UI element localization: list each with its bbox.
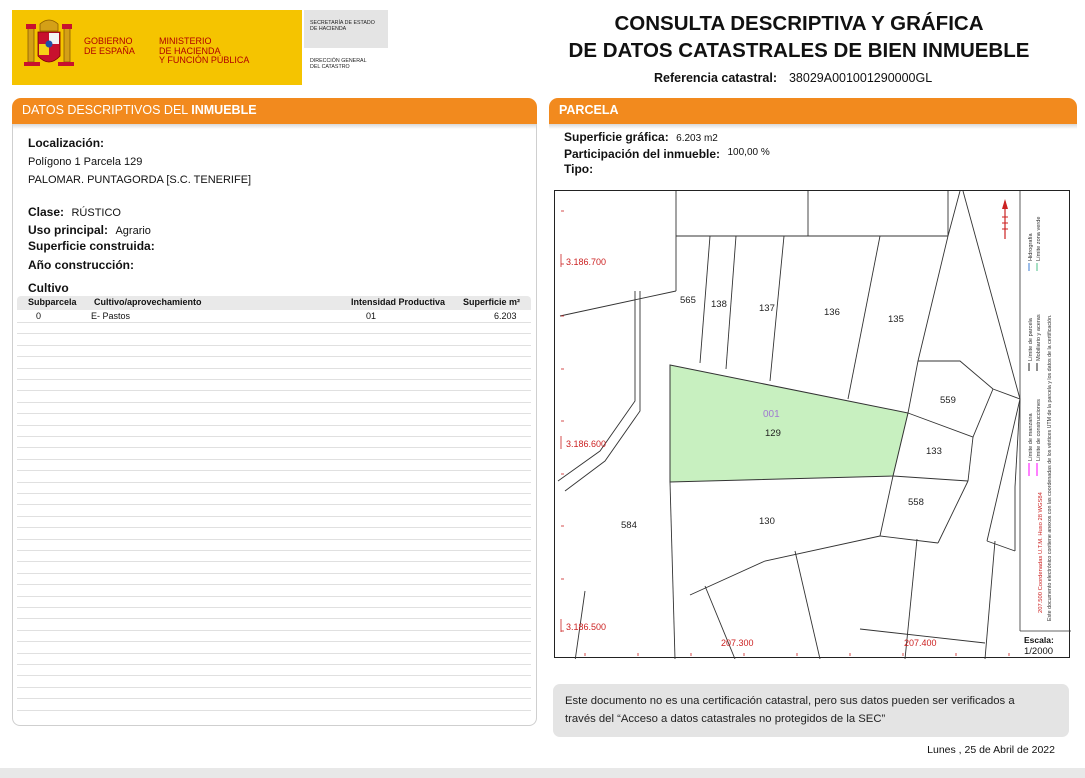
- table-rule: [17, 573, 531, 574]
- document-date: Lunes , 25 de Abril de 2022: [927, 744, 1055, 756]
- parcel-number: 137: [759, 303, 775, 314]
- localizacion-line-2: PALOMAR. PUNTAGORDA [S.C. TENERIFE]: [28, 174, 252, 186]
- map-legend: [1028, 217, 1053, 621]
- uso-value: Agrario: [115, 225, 151, 237]
- localizacion-line-1: Polígono 1 Parcela 129: [28, 156, 143, 168]
- table-rule: [17, 698, 531, 699]
- ministerio-line-2: DE HACIENDA: [159, 45, 221, 56]
- note-line-2: través del “Acceso a datos catastrales no protegidos de la SEC”: [565, 712, 886, 725]
- anio-construccion-label: Año construcción:: [28, 258, 135, 272]
- table-rule: [17, 379, 531, 380]
- superficie-construida-label: Superficie construida:: [28, 239, 155, 253]
- parcel-number: 133: [926, 446, 942, 457]
- gobierno-label: [84, 37, 135, 56]
- legend-coordinates: 207.500 Coordenadas U.T.M. Huso 28 WGS84: [1038, 492, 1044, 613]
- parcel-number: 584: [621, 520, 637, 531]
- parcela-header: [549, 98, 1077, 129]
- section-title-prefix: DATOS DESCRIPTIVOS DEL: [22, 103, 192, 117]
- table-rule: [17, 584, 531, 585]
- gobierno-line-2: DE ESPAÑA: [84, 45, 135, 56]
- table-rule: [17, 345, 531, 346]
- north-arrow-icon: [1002, 199, 1008, 239]
- title-line-2: DE DATOS CATASTRALES DE BIEN INMUEBLE: [568, 39, 1030, 62]
- table-rule: [17, 504, 531, 505]
- parcel-number: 135: [888, 314, 904, 325]
- tipo-label: Tipo:: [564, 162, 594, 176]
- cell-superficie: 6.203: [494, 311, 517, 321]
- participacion-row: [564, 145, 770, 163]
- table-rule: [17, 664, 531, 665]
- table-rule: [17, 607, 531, 608]
- legend-item: Límite zona verde: [1036, 216, 1042, 261]
- x-coord-label-2: 207.400: [904, 638, 937, 648]
- parcel-map[interactable]: [554, 190, 1070, 658]
- table-rule: [17, 641, 531, 642]
- direccion-label: [310, 58, 367, 70]
- parcel-map-svg: [555, 191, 1071, 659]
- parcel-number: 559: [940, 395, 956, 406]
- secretaria-line-2: DE HACIENDA: [310, 26, 347, 32]
- ref-value: 38029A001001290000GL: [788, 71, 933, 85]
- legend-item: Límite de parcela: [1028, 318, 1034, 361]
- table-rule: [17, 618, 531, 619]
- col-subparcela: Subparcela: [28, 297, 77, 307]
- ministerio-line-3: Y FUNCIÓN PÚBLICA: [159, 55, 250, 65]
- table-rule: [17, 493, 531, 494]
- parcel-number: 558: [908, 497, 924, 508]
- direccion-line-1: DIRECCIÓN GENERAL: [310, 58, 367, 64]
- participacion-value: 100,00 %: [727, 147, 770, 158]
- secretaria-line-1: SECRETARÍA DE ESTADO: [310, 20, 375, 26]
- clase-value: RÚSTICO: [71, 207, 121, 219]
- datos-descriptivos-title: [12, 98, 537, 124]
- bottom-bar: [0, 768, 1085, 778]
- table-rule: [17, 390, 531, 391]
- escala-value: 1/2000: [1024, 646, 1054, 657]
- table-rule: [17, 459, 531, 460]
- y-coord-label-2: 3.186.600: [566, 439, 607, 449]
- escala-label: Escala:: [1024, 635, 1054, 645]
- parcel-number: 130: [759, 516, 775, 527]
- table-rule: [17, 368, 531, 369]
- table-rule: [17, 596, 531, 597]
- clase-label: Clase:: [28, 205, 65, 219]
- table-rule: [17, 447, 531, 448]
- ministerio-label: [159, 37, 249, 66]
- disclaimer-note: [553, 684, 1069, 737]
- gobierno-line-1: GOBIERNO: [84, 36, 133, 46]
- table-rule: [17, 675, 531, 676]
- parcel-129-shape[interactable]: [670, 365, 908, 482]
- legend-item: Límite de construcciones: [1036, 399, 1042, 461]
- col-superficie: Superficie m²: [463, 297, 521, 307]
- secretaria-label: [310, 20, 375, 32]
- document-title: [540, 10, 1058, 64]
- col-cultivo: Cultivo/aprovechamiento: [94, 297, 202, 307]
- cell-intensidad: 01: [366, 311, 377, 321]
- y-coord-label-3: 3.186.500: [566, 622, 607, 632]
- table-rule: [17, 470, 531, 471]
- table-rule: [17, 402, 531, 403]
- table-rule: [17, 425, 531, 426]
- ref-label: Referencia catastral:: [654, 71, 777, 85]
- table-rule: [17, 561, 531, 562]
- table-rule: [17, 539, 531, 540]
- x-coord-label-1: 207.300: [721, 638, 754, 648]
- legend-annex-note: Este documento electrónico contiene anexos con las coordenadas de los vértices UTM de la parcela y los datos de la certificación.: [1047, 314, 1053, 621]
- uso-row: [28, 221, 151, 239]
- cell-subparcela: 0: [36, 311, 42, 321]
- table-rule: [17, 482, 531, 483]
- cell-cultivo: E- Pastos: [91, 311, 131, 321]
- cultivo-title: Cultivo: [28, 281, 69, 295]
- table-rule: [17, 436, 531, 437]
- table-rule: [17, 413, 531, 414]
- localizacion-label: Localización:: [28, 136, 105, 150]
- referencia-catastral: [654, 71, 932, 85]
- table-rule: [17, 333, 531, 334]
- table-rule: [17, 356, 531, 357]
- parcel-number: 129: [765, 428, 781, 439]
- table-rule: [17, 322, 531, 323]
- title-line-1: CONSULTA DESCRIPTIVA Y GRÁFICA: [614, 12, 984, 35]
- parcela-title: PARCELA: [549, 98, 1077, 124]
- parcel-number: 565: [680, 295, 696, 306]
- coat-of-arms-icon: [22, 18, 76, 76]
- ministerio-line-1: MINISTERIO: [159, 36, 212, 46]
- superficie-grafica-label: Superficie gráfica:: [564, 130, 669, 144]
- superficie-grafica-row: [564, 128, 718, 146]
- clase-row: [28, 203, 121, 221]
- superficie-grafica-value: 6.203 m2: [676, 133, 718, 144]
- table-rule: [17, 550, 531, 551]
- table-rule: [17, 710, 531, 711]
- legend-item: Límite de manzana: [1028, 413, 1034, 461]
- section-title-bold: INMUEBLE: [191, 103, 257, 117]
- y-coord-label-1: 3.186.700: [566, 257, 607, 267]
- table-rule: [17, 516, 531, 517]
- parcel-number: 136: [824, 307, 840, 318]
- col-intensidad: Intensidad Productiva: [351, 297, 446, 307]
- table-rule: [17, 527, 531, 528]
- participacion-label: Participación del inmueble:: [564, 147, 721, 161]
- note-line-1: Este documento no es una certificación catastral, pero sus datos pueden ser verificados a: [565, 695, 1015, 707]
- table-rule: [17, 653, 531, 654]
- table-rule: [17, 687, 531, 688]
- table-rule: [17, 630, 531, 631]
- uso-label: Uso principal:: [28, 223, 109, 237]
- subparcel-code: 001: [763, 409, 780, 420]
- direccion-line-2: DEL CATASTRO: [310, 64, 350, 70]
- parcel-number: 138: [711, 299, 727, 310]
- legend-item: Hidrografía: [1028, 233, 1034, 261]
- legend-item: Mobiliario y aceras: [1036, 314, 1042, 361]
